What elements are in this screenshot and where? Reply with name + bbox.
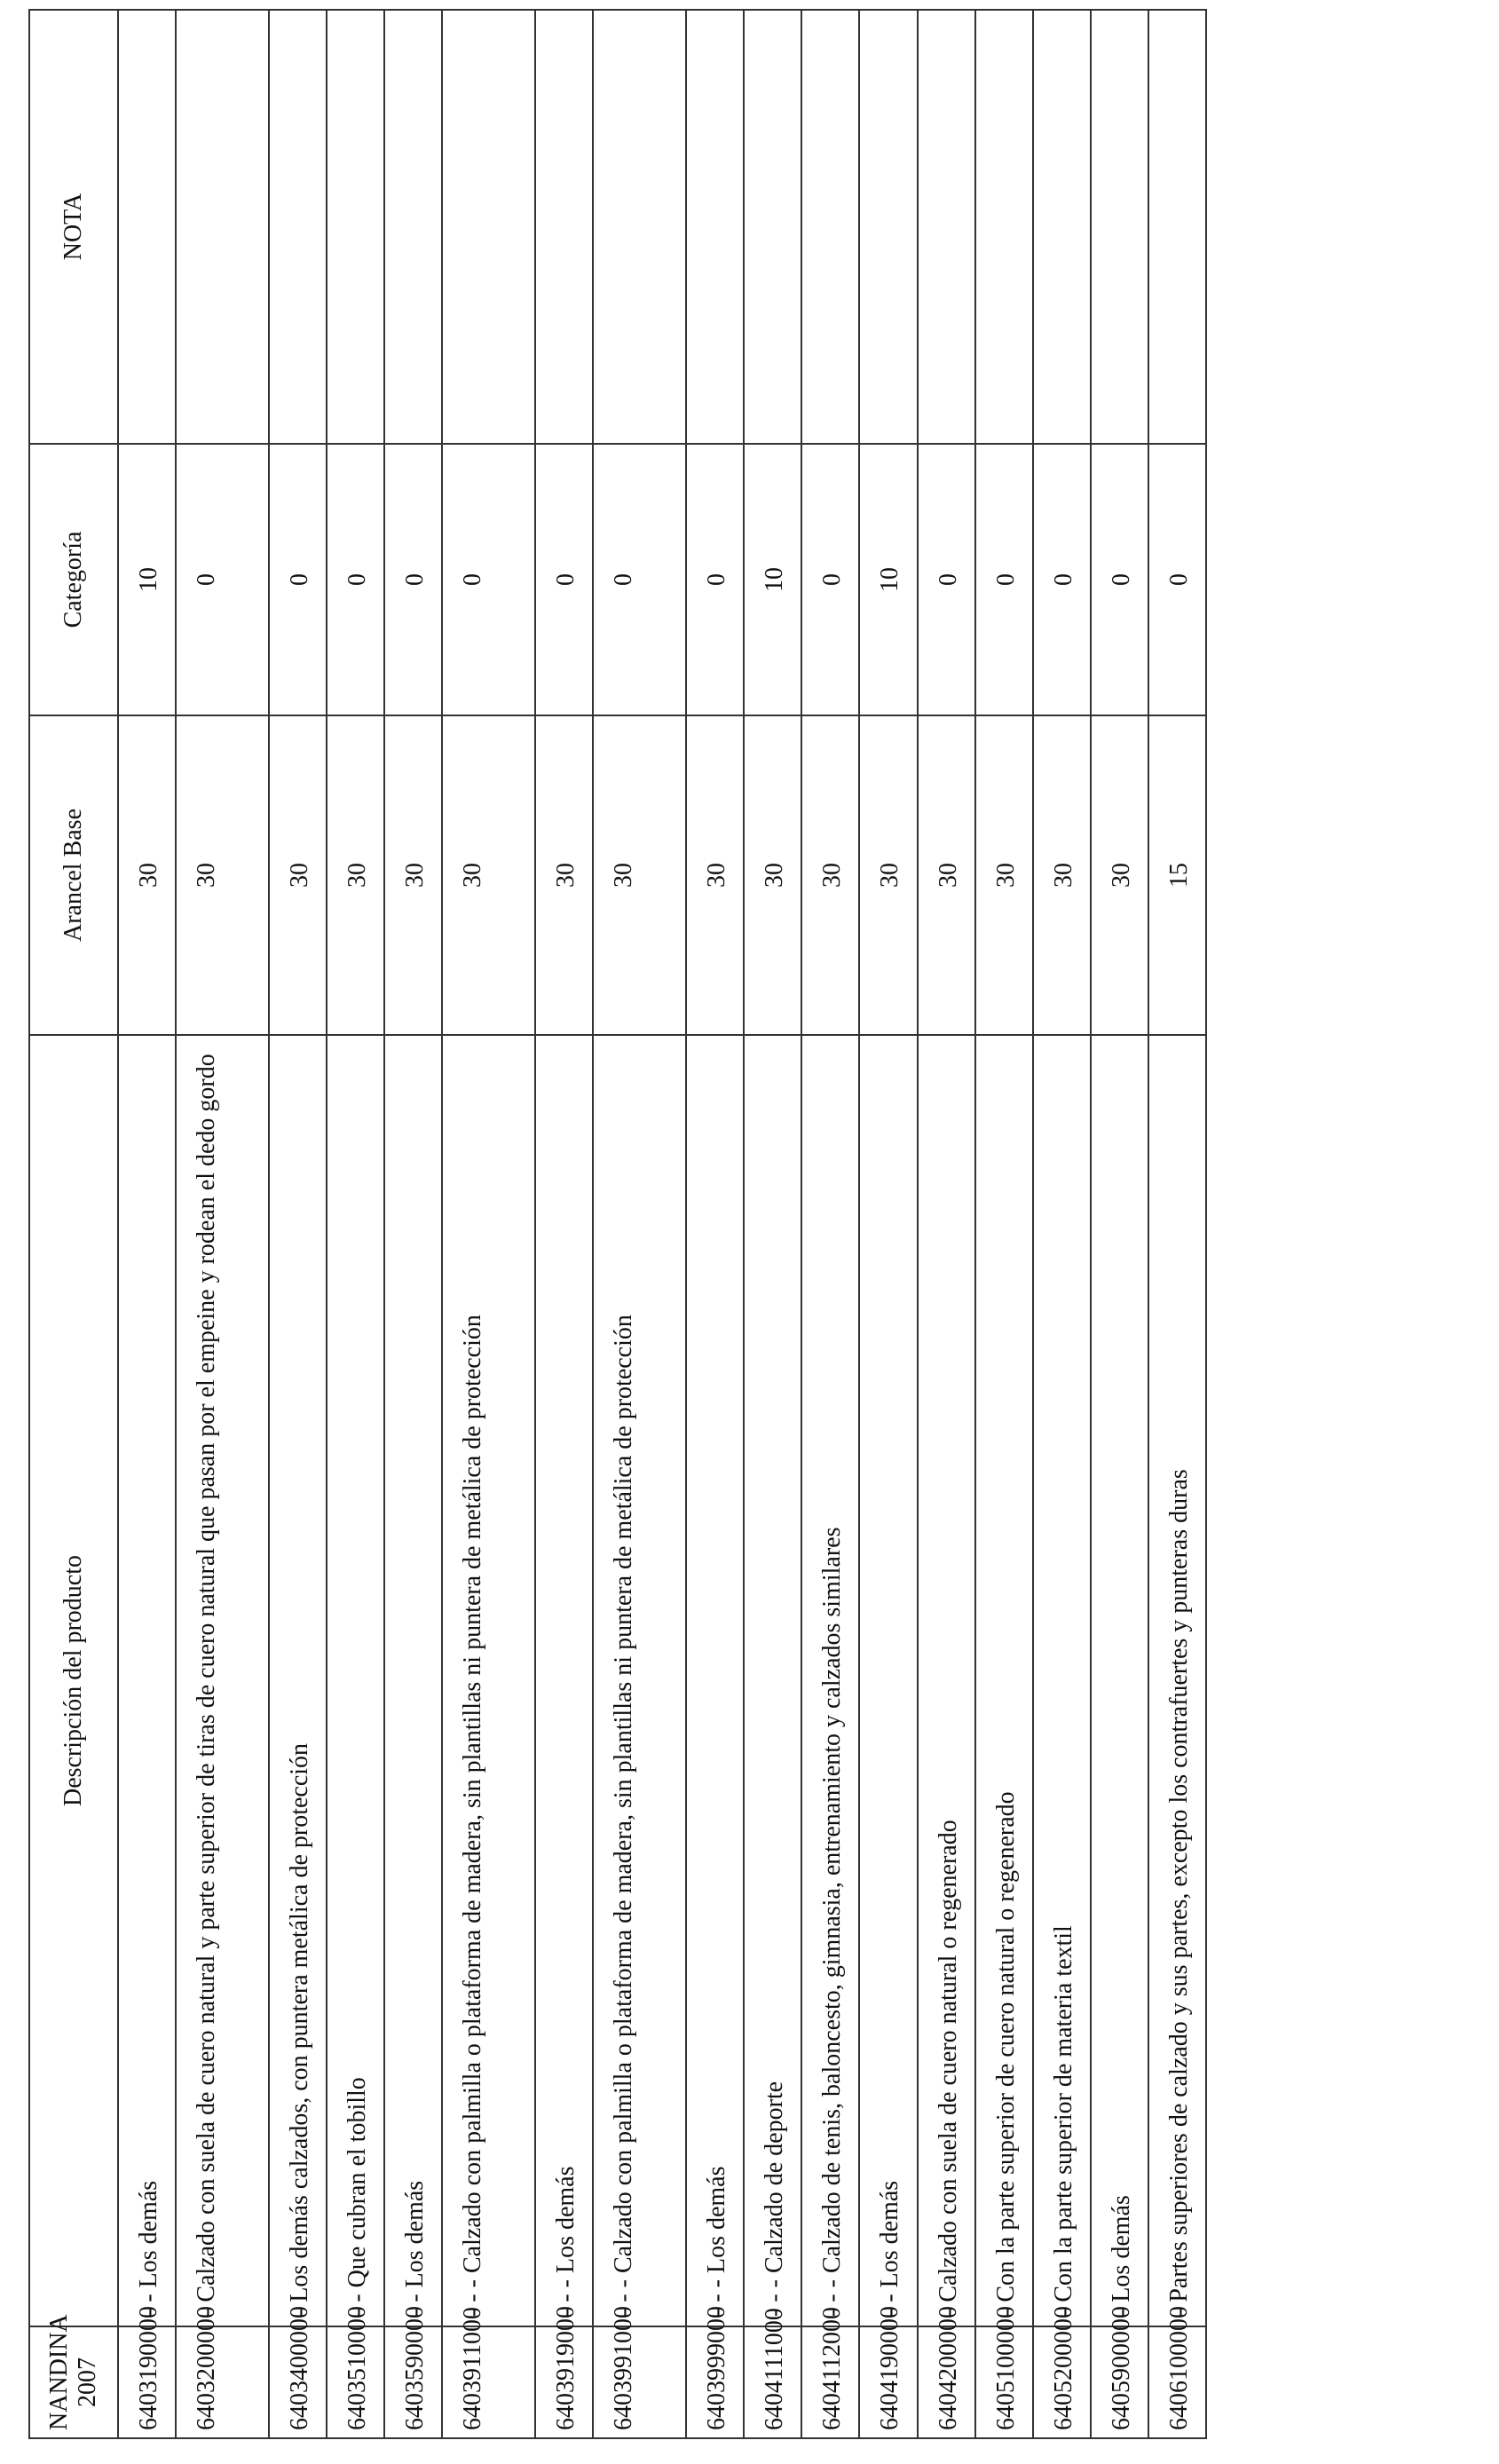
tariff-table [28, 9, 1207, 2439]
cell-category: 0 [176, 444, 269, 715]
cell-code: 6403911000 [442, 2326, 535, 2438]
cell-base: 30 [801, 715, 859, 1035]
cell-code: 6404190000 [859, 2326, 917, 2438]
cell-base: 30 [859, 715, 917, 1035]
cell-base: 15 [1148, 715, 1206, 1035]
cell-description: - - - Calzado con palmilla o plataforma de madera, sin plantillas ni puntera de metálica de protección [442, 1035, 535, 2326]
cell-code: 6403919000 [535, 2326, 593, 2438]
cell-note [593, 10, 686, 444]
table-row [269, 10, 327, 2438]
table-row [1148, 10, 1206, 2438]
cell-description: - - Los demás [384, 1035, 442, 2326]
cell-category: 10 [118, 444, 176, 715]
cell-note [327, 10, 384, 444]
cell-code: 6403400000 [269, 2326, 327, 2438]
cell-description: - - Los demás [859, 1035, 917, 2326]
cell-note [744, 10, 801, 444]
cell-category: 0 [975, 444, 1033, 715]
cell-note [975, 10, 1033, 444]
cell-note [176, 10, 269, 444]
cell-code: 6403200000 [176, 2326, 269, 2438]
cell-category: 0 [593, 444, 686, 715]
rotated-page [28, 11, 1207, 2439]
cell-note [1148, 10, 1206, 444]
cell-note [918, 10, 975, 444]
table-row [686, 10, 744, 2438]
cell-category: 0 [1033, 444, 1091, 715]
cell-description: - - - Calzado con palmilla o plataforma de madera, sin plantillas ni puntera de metálica de protección [593, 1035, 686, 2326]
cell-description: - Los demás calzados, con puntera metálica de protección [269, 1035, 327, 2326]
header-code: NANDINA 2007 [29, 2326, 118, 2438]
cell-description: - - Los demás [118, 1035, 176, 2326]
table-row [176, 10, 269, 2438]
table-row [1033, 10, 1091, 2438]
cell-code: 6404111000 [744, 2326, 801, 2438]
table-body [118, 10, 1206, 2438]
table-row [744, 10, 801, 2438]
table-row [918, 10, 975, 2438]
cell-note [384, 10, 442, 444]
cell-category: 0 [686, 444, 744, 715]
cell-category: 0 [1091, 444, 1148, 715]
cell-code: 6403991000 [593, 2326, 686, 2438]
cell-note [118, 10, 176, 444]
cell-code: 6404112000 [801, 2326, 859, 2438]
table-row [859, 10, 917, 2438]
cell-code: 6403510000 [327, 2326, 384, 2438]
cell-base: 30 [535, 715, 593, 1035]
cell-code: 6403999000 [686, 2326, 744, 2438]
cell-category: 0 [384, 444, 442, 715]
header-note: NOTA [29, 10, 118, 444]
cell-base: 30 [593, 715, 686, 1035]
cell-code: 6405900000 [1091, 2326, 1148, 2438]
cell-description: - - - Los demás [535, 1035, 593, 2326]
cell-description: - - - Calzado de tenis, baloncesto, gimnasia, entrenamiento y calzados similares [801, 1035, 859, 2326]
table-row [593, 10, 686, 2438]
cell-note [535, 10, 593, 444]
cell-base: 30 [442, 715, 535, 1035]
cell-description: - - - Los demás [686, 1035, 744, 2326]
table-row [535, 10, 593, 2438]
cell-note [686, 10, 744, 444]
cell-description: - Partes superiores de calzado y sus partes, excepto los contrafuertes y punteras duras [1148, 1035, 1206, 2326]
cell-note [801, 10, 859, 444]
table-row [801, 10, 859, 2438]
cell-base: 30 [1033, 715, 1091, 1035]
cell-category: 10 [859, 444, 917, 715]
cell-code: 6406100000 [1148, 2326, 1206, 2438]
table-row [1091, 10, 1148, 2438]
cell-base: 30 [686, 715, 744, 1035]
cell-category: 0 [535, 444, 593, 715]
table-row [442, 10, 535, 2438]
cell-base: 30 [269, 715, 327, 1035]
cell-base: 30 [118, 715, 176, 1035]
cell-category: 10 [744, 444, 801, 715]
table-row [327, 10, 384, 2438]
cell-description: - Calzado con suela de cuero natural y parte superior de tiras de cuero natural que pasan por el empeine y rodean el dedo gordo [176, 1035, 269, 2326]
cell-base: 30 [327, 715, 384, 1035]
header-category: Categoría [29, 444, 118, 715]
cell-base: 30 [384, 715, 442, 1035]
cell-description: - - - Calzado de deporte [744, 1035, 801, 2326]
cell-code: 6404200000 [918, 2326, 975, 2438]
cell-description: - Los demás [1091, 1035, 1148, 2326]
cell-base: 30 [918, 715, 975, 1035]
header-base: Arancel Base [29, 715, 118, 1035]
cell-base: 30 [744, 715, 801, 1035]
cell-category: 0 [918, 444, 975, 715]
cell-code: 6405100000 [975, 2326, 1033, 2438]
cell-description: - Calzado con suela de cuero natural o regenerado [918, 1035, 975, 2326]
cell-base: 30 [975, 715, 1033, 1035]
cell-note [859, 10, 917, 444]
cell-category: 0 [327, 444, 384, 715]
cell-description: - Con la parte superior de materia textil [1033, 1035, 1091, 2326]
table-row [118, 10, 176, 2438]
cell-note [442, 10, 535, 444]
cell-code: 6403190000 [118, 2326, 176, 2438]
cell-category: 0 [801, 444, 859, 715]
cell-code: 6405200000 [1033, 2326, 1091, 2438]
cell-base: 30 [176, 715, 269, 1035]
cell-description: - - Que cubran el tobillo [327, 1035, 384, 2326]
table-row [975, 10, 1033, 2438]
cell-base: 30 [1091, 715, 1148, 1035]
cell-category: 0 [269, 444, 327, 715]
header-row [29, 10, 118, 2438]
header-description: Descripción del producto [29, 1035, 118, 2326]
cell-description: - Con la parte superior de cuero natural o regenerado [975, 1035, 1033, 2326]
cell-note [269, 10, 327, 444]
cell-code: 6403590000 [384, 2326, 442, 2438]
cell-category: 0 [1148, 444, 1206, 715]
cell-category: 0 [442, 444, 535, 715]
cell-note [1091, 10, 1148, 444]
table-row [384, 10, 442, 2438]
cell-note [1033, 10, 1091, 444]
